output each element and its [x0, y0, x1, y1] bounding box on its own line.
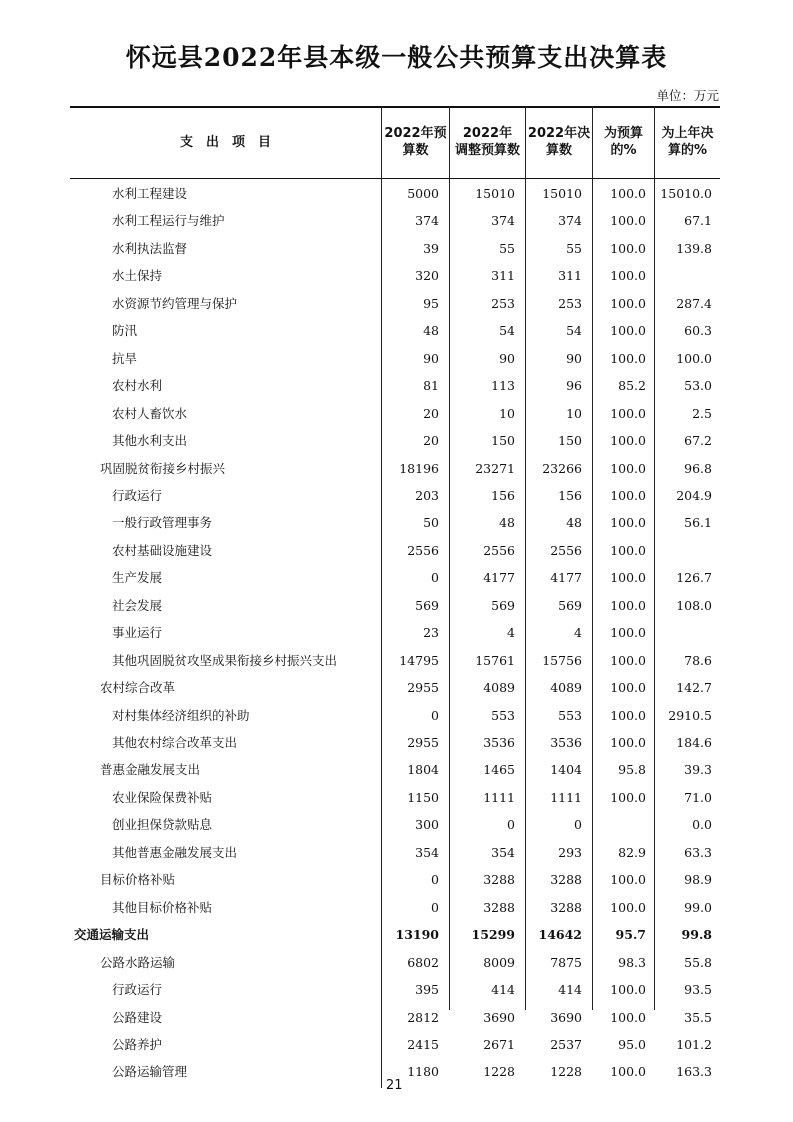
table-row [70, 784, 720, 811]
row-adjusted-value: 1228 [483, 1064, 515, 1080]
table-row [70, 372, 720, 399]
page-title: 怀远县2022年县本级一般公共预算支出决算表 [125, 43, 668, 72]
row-pct-budget-value: 100.0 [610, 268, 646, 284]
row-adjusted-value: 54 [499, 323, 515, 339]
row-item-name: 农村水利 [112, 378, 163, 394]
row-pct-budget-value: 100.0 [610, 405, 646, 421]
row-final-value: 96 [566, 378, 582, 394]
table-row [70, 839, 720, 866]
row-item-name: 普惠金融发展支出 [100, 762, 201, 778]
row-adjusted-value: 0 [507, 817, 515, 833]
row-item-name: 生产发展 [112, 570, 163, 586]
row-final-value: 569 [558, 597, 582, 613]
row-item-name: 行政运行 [112, 982, 163, 998]
row-final-value: 2556 [550, 542, 582, 558]
row-budget-value: 6802 [407, 954, 439, 970]
row-pct-budget-value: 100.0 [610, 899, 646, 915]
row-final-value: 4177 [550, 570, 582, 586]
row-item-name: 一般行政管理事务 [112, 515, 213, 531]
row-final-value: 3536 [550, 735, 582, 750]
row-item-name: 水土保持 [112, 268, 163, 284]
row-budget-value: 2955 [407, 680, 439, 696]
row-item-name: 行政运行 [112, 487, 163, 503]
row-pct-budget-value: 100.0 [610, 1009, 646, 1025]
row-pct-last-value: 53.0 [684, 378, 712, 394]
row-budget-value: 18196 [399, 460, 439, 476]
row-adjusted-value: 4 [507, 625, 515, 641]
row-final-value: 156 [558, 487, 582, 503]
row-adjusted-value: 2671 [483, 1036, 515, 1052]
table-row [70, 207, 720, 234]
row-pct-last-value: 67.1 [684, 213, 712, 229]
row-pct-budget-value: 100.0 [610, 515, 646, 531]
row-item-name: 巩固脱贫衔接乡村振兴 [100, 460, 226, 476]
row-budget-value: 1150 [407, 789, 439, 805]
row-pct-last-value: 0.0 [692, 817, 712, 833]
row-budget-value: 320 [415, 268, 439, 284]
unit-label: 单位：万元 [656, 88, 719, 103]
table-row [70, 400, 720, 427]
row-pct-last-value: 96.8 [684, 460, 712, 476]
row-item-name: 其他农村综合改革支出 [112, 735, 238, 750]
row-pct-last-value: 60.3 [684, 323, 712, 339]
row-adjusted-value: 414 [491, 982, 515, 998]
row-adjusted-value: 3288 [483, 872, 515, 888]
row-adjusted-value: 1111 [483, 789, 515, 805]
row-item-name: 目标价格补贴 [100, 872, 176, 888]
row-budget-value: 39 [423, 240, 439, 256]
row-final-value: 553 [558, 707, 582, 723]
row-item-name: 抗旱 [112, 350, 138, 366]
row-final-value: 7875 [550, 954, 582, 970]
row-pct-budget-value: 100.0 [610, 570, 646, 586]
row-item-name: 农村基础设施建设 [112, 542, 213, 558]
header-pct-budget: 为预算 的% [603, 126, 643, 158]
row-pct-budget-value: 100.0 [610, 240, 646, 256]
row-adjusted-value: 156 [491, 487, 515, 503]
table-row [70, 455, 720, 482]
row-adjusted-value: 23271 [475, 460, 515, 476]
row-item-name: 公路养护 [112, 1036, 163, 1052]
header-adjusted: 2022年 调整预算数 [454, 126, 520, 158]
row-adjusted-value: 3288 [483, 899, 515, 915]
row-pct-budget-value: 100.0 [610, 487, 646, 503]
row-budget-value: 14795 [399, 652, 439, 668]
row-budget-value: 0 [431, 899, 439, 915]
row-final-value: 3288 [550, 872, 582, 888]
row-budget-value: 81 [423, 378, 439, 394]
row-item-name: 公路建设 [112, 1009, 163, 1025]
row-budget-value: 20 [423, 405, 439, 421]
row-final-value: 0 [574, 817, 582, 833]
row-pct-budget-value: 100.0 [610, 789, 646, 805]
row-pct-last-value: 139.8 [676, 240, 712, 256]
table-row [70, 317, 720, 344]
row-item-name: 水利工程运行与维护 [112, 213, 225, 229]
row-adjusted-value: 1465 [483, 762, 515, 778]
row-final-value: 54 [566, 323, 582, 339]
row-final-value: 1228 [550, 1064, 582, 1080]
row-adjusted-value: 569 [491, 597, 515, 613]
row-final-value: 15010 [542, 186, 582, 201]
row-adjusted-value: 3690 [483, 1009, 515, 1025]
row-budget-value: 395 [415, 982, 439, 998]
row-pct-last-value: 55.8 [684, 954, 712, 970]
row-pct-last-value: 67.2 [684, 433, 712, 449]
row-pct-last-value: 78.6 [684, 652, 712, 668]
row-pct-budget-value: 100.0 [610, 680, 646, 696]
row-budget-value: 0 [431, 872, 439, 888]
row-item-name: 农村人畜饮水 [112, 405, 188, 421]
table-row [70, 921, 720, 948]
table-row [70, 702, 720, 729]
row-final-value: 150 [558, 433, 582, 449]
row-final-value: 14642 [538, 927, 582, 943]
row-adjusted-value: 253 [491, 295, 515, 311]
row-pct-budget-value: 95.7 [615, 927, 646, 943]
row-adjusted-value: 15299 [471, 927, 515, 943]
header-budget: 2022年预 算数 [384, 126, 447, 158]
row-pct-budget-value: 100.0 [610, 460, 646, 476]
row-final-value: 55 [566, 240, 582, 256]
row-pct-last-value: 15010.0 [660, 186, 712, 201]
row-item-name: 水利工程建设 [112, 186, 188, 201]
table-row [70, 592, 720, 619]
row-item-name: 交通运输支出 [74, 927, 150, 943]
row-pct-budget-value: 95.0 [618, 1036, 646, 1052]
row-pct-last-value: 287.4 [676, 295, 712, 311]
row-pct-last-value: 2910.5 [668, 707, 712, 723]
row-pct-budget-value: 95.8 [618, 762, 646, 778]
row-pct-budget-value: 82.9 [618, 844, 646, 860]
table-row [70, 290, 720, 317]
table-row [70, 674, 720, 701]
row-pct-last-value: 204.9 [676, 487, 712, 503]
row-adjusted-value: 48 [499, 515, 515, 531]
header-pct-last: 为上年决 算的% [661, 126, 714, 158]
table-row [70, 235, 720, 262]
row-adjusted-value: 553 [491, 707, 515, 723]
row-item-name: 其他水利支出 [112, 433, 188, 449]
table-row [70, 1004, 720, 1031]
row-budget-value: 354 [415, 844, 439, 860]
row-final-value: 2537 [550, 1036, 582, 1052]
row-budget-value: 2812 [407, 1009, 439, 1025]
row-item-name: 其他普惠金融发展支出 [112, 844, 238, 860]
row-pct-budget-value: 100.0 [610, 295, 646, 311]
row-item-name: 农村综合改革 [100, 680, 176, 696]
row-pct-last-value: 99.8 [681, 927, 712, 943]
row-budget-value: 0 [431, 570, 439, 586]
row-item-name: 水资源节约管理与保护 [112, 295, 238, 311]
row-budget-value: 20 [423, 433, 439, 449]
page-number: 21 [386, 1078, 403, 1093]
row-adjusted-value: 2556 [483, 542, 515, 558]
row-item-name: 事业运行 [112, 625, 163, 641]
row-pct-budget-value: 98.3 [618, 954, 646, 970]
row-pct-budget-value: 100.0 [610, 542, 646, 558]
row-final-value: 48 [566, 515, 582, 531]
row-final-value: 374 [558, 213, 582, 229]
table-row [70, 894, 720, 921]
row-budget-value: 5000 [407, 186, 439, 201]
row-pct-last-value: 100.0 [676, 350, 712, 366]
row-pct-last-value: 71.0 [684, 789, 712, 805]
row-pct-budget-value: 100.0 [610, 982, 646, 998]
table-row [70, 949, 720, 976]
row-item-name: 社会发展 [112, 597, 163, 613]
row-pct-last-value: 99.0 [684, 899, 712, 915]
row-final-value: 10 [566, 405, 582, 421]
row-pct-budget-value: 100.0 [610, 323, 646, 339]
table-row [70, 345, 720, 372]
row-final-value: 15756 [542, 652, 582, 668]
row-item-name: 公路运输管理 [112, 1064, 188, 1080]
row-budget-value: 1180 [407, 1064, 439, 1080]
row-budget-value: 13190 [395, 927, 439, 943]
row-budget-value: 1804 [407, 762, 439, 778]
row-pct-last-value: 35.5 [684, 1009, 712, 1025]
row-adjusted-value: 15761 [475, 652, 515, 668]
table-row [70, 619, 720, 646]
row-pct-last-value: 63.3 [684, 844, 712, 860]
row-pct-budget-value: 100.0 [610, 735, 646, 750]
row-final-value: 3288 [550, 899, 582, 915]
row-adjusted-value: 354 [491, 844, 515, 860]
row-pct-budget-value: 100.0 [610, 597, 646, 613]
table-row [70, 564, 720, 591]
row-final-value: 253 [558, 295, 582, 311]
row-pct-last-value [632, 262, 712, 289]
table-row [70, 756, 720, 783]
row-adjusted-value: 10 [499, 405, 515, 421]
table-row [70, 180, 720, 207]
row-item-name: 其他巩固脱贫攻坚成果衔接乡村振兴支出 [112, 652, 338, 668]
row-budget-value: 569 [415, 597, 439, 613]
row-final-value: 23266 [542, 460, 582, 476]
row-pct-last-value: 56.1 [684, 515, 712, 531]
row-final-value: 293 [558, 844, 582, 860]
row-item-name: 水利执法监督 [112, 240, 188, 256]
row-pct-budget-value: 100.0 [610, 186, 646, 201]
table-row [70, 729, 720, 756]
row-budget-value: 90 [423, 350, 439, 366]
row-adjusted-value: 3536 [483, 735, 515, 750]
row-item-name: 公路水路运输 [100, 954, 176, 970]
row-pct-last-value: 101.2 [676, 1036, 712, 1052]
table-row [70, 811, 720, 838]
row-adjusted-value: 113 [491, 378, 515, 394]
row-budget-value: 2415 [407, 1036, 439, 1052]
row-pct-budget-value: 100.0 [610, 213, 646, 229]
row-pct-budget-value: 100.0 [610, 1064, 646, 1080]
row-pct-last-value: 142.7 [676, 680, 712, 696]
table-row [70, 647, 720, 674]
row-pct-last-value: 2.5 [692, 405, 712, 421]
row-final-value: 4 [574, 625, 582, 641]
row-adjusted-value: 55 [499, 240, 515, 256]
table-row [70, 262, 720, 289]
row-final-value: 311 [558, 268, 582, 284]
table-row [70, 537, 720, 564]
row-pct-last-value: 163.3 [676, 1064, 712, 1080]
row-budget-value: 0 [431, 707, 439, 723]
row-pct-last-value: 184.6 [676, 735, 712, 750]
table-row [70, 482, 720, 509]
row-budget-value: 95 [423, 295, 439, 311]
row-final-value: 4089 [550, 680, 582, 696]
row-item-name: 对村集体经济组织的补助 [112, 707, 250, 723]
table-row [70, 866, 720, 893]
row-adjusted-value: 311 [491, 268, 515, 284]
row-final-value: 3690 [550, 1009, 582, 1025]
row-budget-value: 2556 [407, 542, 439, 558]
row-final-value: 1404 [550, 762, 582, 778]
row-pct-last-value: 98.9 [684, 872, 712, 888]
row-pct-last-value [632, 537, 712, 564]
row-adjusted-value: 150 [491, 433, 515, 449]
row-pct-last-value [632, 619, 712, 646]
row-item-name: 其他目标价格补贴 [112, 899, 213, 915]
table-row [70, 1031, 720, 1058]
row-pct-budget-value: 100.0 [610, 652, 646, 668]
row-item-name: 防汛 [112, 323, 138, 339]
table-row [70, 427, 720, 454]
row-pct-budget-value: 100.0 [610, 350, 646, 366]
row-budget-value: 48 [423, 323, 439, 339]
row-pct-last-value: 39.3 [684, 762, 712, 778]
row-adjusted-value: 8009 [483, 954, 515, 970]
row-budget-value: 203 [415, 487, 439, 503]
row-budget-value: 300 [415, 817, 439, 833]
row-final-value: 1111 [550, 789, 582, 805]
row-adjusted-value: 15010 [475, 186, 515, 201]
row-budget-value: 50 [423, 515, 439, 531]
row-budget-value: 2955 [407, 735, 439, 750]
header-item: 支 出 项 目 [179, 134, 271, 150]
row-pct-budget-value: 100.0 [610, 433, 646, 449]
row-adjusted-value: 90 [499, 350, 515, 366]
table-header-rule [70, 178, 720, 179]
row-final-value: 414 [558, 982, 582, 998]
row-adjusted-value: 4177 [483, 570, 515, 586]
header-final: 2022年决 算数 [527, 126, 591, 158]
row-budget-value: 23 [423, 625, 439, 641]
table-row [70, 976, 720, 1003]
row-pct-last-value: 126.7 [676, 570, 712, 586]
table-row [70, 509, 720, 536]
row-pct-last-value: 93.5 [684, 982, 712, 998]
row-pct-budget-value: 100.0 [610, 872, 646, 888]
row-pct-budget-value: 100.0 [610, 625, 646, 641]
row-item-name: 农业保险保费补贴 [112, 789, 213, 805]
row-pct-budget-value: 100.0 [610, 707, 646, 723]
row-final-value: 90 [566, 350, 582, 366]
row-item-name: 创业担保贷款贴息 [112, 817, 213, 833]
row-adjusted-value: 4089 [483, 680, 515, 696]
row-adjusted-value: 374 [491, 213, 515, 229]
row-budget-value: 374 [415, 213, 439, 229]
row-pct-budget-value: 85.2 [618, 378, 646, 394]
row-pct-last-value: 108.0 [676, 597, 712, 613]
